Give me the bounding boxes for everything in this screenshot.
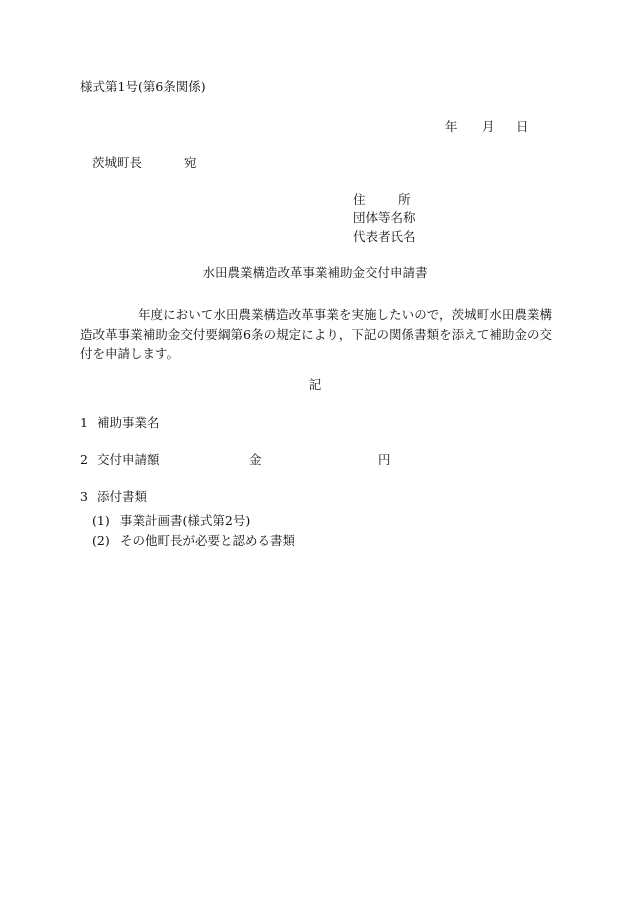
item-2-kin-label: 金 (249, 452, 262, 467)
item-1-label: 補助事業名 (97, 415, 160, 430)
addressee-suffix: 宛 (184, 155, 197, 170)
item-3-label: 添付書類 (97, 489, 148, 504)
item-2-number: 2 (80, 452, 88, 467)
date-day-label: 日 (516, 119, 529, 134)
applicant-address-label-first: 住 (353, 192, 366, 207)
attachment-2-number: (2) (92, 533, 110, 548)
date-month-label: 月 (482, 119, 495, 134)
attachment-1-label: 事業計画書(様式第2号) (120, 513, 251, 528)
form-number: 様式第1号(第6条関係) (80, 79, 206, 94)
item-1-number: 1 (80, 415, 88, 430)
addressee-name: 茨城町長 (92, 155, 143, 170)
date-year-label: 年 (445, 119, 458, 134)
attachment-1-number: (1) (92, 513, 110, 528)
item-3-number: 3 (80, 489, 88, 504)
applicant-organization-label: 団体等名称 (353, 210, 416, 225)
item-2-yen-label: 円 (378, 452, 391, 467)
applicant-address-label-second: 所 (398, 192, 411, 207)
body-paragraph: 年度において水田農業構造改革事業を実施したいので，茨城町水田農業構造改革事業補助金交付要綱第6条の規定により，下記の関係書類を添えて補助金の交付を申請します。 (80, 307, 552, 361)
attachment-2-label: その他町長が必要と認める書類 (120, 533, 296, 548)
document-title: 水田農業構造改革事業補助金交付申請書 (202, 265, 428, 280)
applicant-representative-label: 代表者氏名 (353, 229, 416, 244)
ki-heading: 記 (308, 377, 322, 392)
item-2-label: 交付申請額 (97, 452, 160, 467)
